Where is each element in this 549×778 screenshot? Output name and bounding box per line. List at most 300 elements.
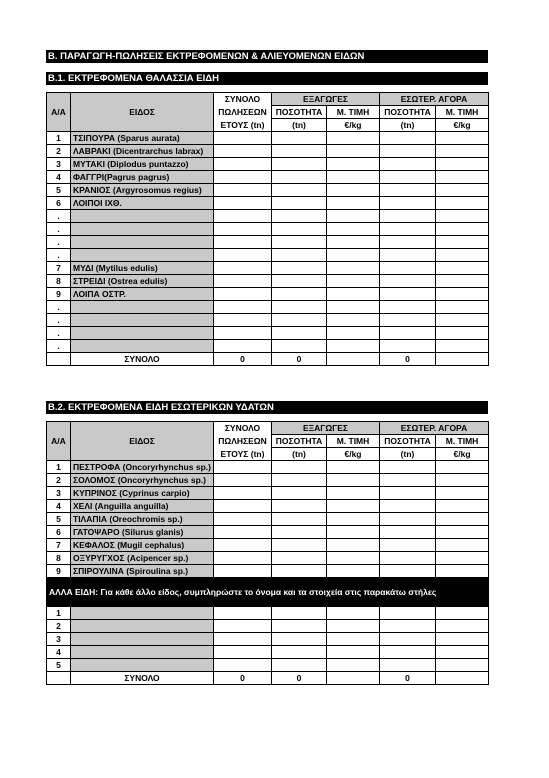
species-name[interactable]: ΚΡΑΝΙΟΣ (Argyrosomus regius) bbox=[71, 184, 214, 197]
input-cell[interactable] bbox=[272, 539, 327, 552]
input-cell[interactable] bbox=[380, 132, 436, 145]
input-cell[interactable] bbox=[436, 633, 489, 646]
input-cell[interactable] bbox=[214, 565, 272, 578]
input-cell[interactable] bbox=[272, 236, 327, 249]
input-cell[interactable] bbox=[327, 223, 380, 236]
row-number: 1 bbox=[47, 132, 71, 145]
input-cell[interactable] bbox=[327, 132, 380, 145]
input-cell[interactable] bbox=[380, 607, 436, 620]
input-cell[interactable] bbox=[214, 288, 272, 301]
input-cell[interactable] bbox=[214, 197, 272, 210]
table-row bbox=[47, 158, 489, 171]
input-cell[interactable] bbox=[436, 646, 489, 659]
species-name[interactable] bbox=[71, 607, 214, 620]
input-cell[interactable] bbox=[214, 461, 272, 474]
row-number: 7 bbox=[47, 262, 71, 275]
input-cell[interactable] bbox=[327, 327, 380, 340]
input-cell[interactable] bbox=[214, 158, 272, 171]
input-cell[interactable] bbox=[380, 288, 436, 301]
input-cell[interactable] bbox=[327, 539, 380, 552]
b2-exagoges-header: ΕΞΑΓΩΓΕΣ bbox=[272, 422, 380, 435]
table-row bbox=[47, 340, 489, 353]
table-row bbox=[47, 210, 489, 223]
input-cell[interactable] bbox=[272, 513, 327, 526]
row-number: 5 bbox=[47, 659, 71, 672]
row-number: 6 bbox=[47, 526, 71, 539]
table-row bbox=[47, 620, 489, 633]
input-cell[interactable] bbox=[380, 487, 436, 500]
total-synolo: 0 bbox=[214, 353, 272, 366]
species-name[interactable]: ΧΕΛΙ (Anguilla anguilla) bbox=[71, 500, 214, 513]
total-esot-qty: 0 bbox=[380, 672, 436, 685]
total-exag-qty: 0 bbox=[272, 353, 327, 366]
input-cell[interactable] bbox=[436, 513, 489, 526]
row-number: 7 bbox=[47, 539, 71, 552]
row-number: . bbox=[47, 249, 71, 262]
input-cell[interactable] bbox=[272, 197, 327, 210]
table-row bbox=[47, 236, 489, 249]
species-name[interactable] bbox=[71, 223, 214, 236]
input-cell[interactable] bbox=[380, 301, 436, 314]
b2-esot-qty-unit: (tn) bbox=[380, 448, 436, 461]
input-cell[interactable] bbox=[214, 275, 272, 288]
total-label: ΣΥΝΟΛΟ bbox=[71, 672, 214, 685]
species-name[interactable] bbox=[71, 327, 214, 340]
input-cell[interactable] bbox=[436, 659, 489, 672]
table-row bbox=[47, 327, 489, 340]
input-cell[interactable] bbox=[272, 474, 327, 487]
row-number: 4 bbox=[47, 171, 71, 184]
b1-title: Β.1. ΕΚΤΡΕΦΟΜΕΝΑ ΘΑΛΑΣΣΙΑ ΕΙΔΗ bbox=[46, 72, 488, 85]
table-row bbox=[47, 474, 489, 487]
table-row bbox=[47, 487, 489, 500]
species-name[interactable]: ΣΤΡΕΙΔΙ (Ostrea edulis) bbox=[71, 275, 214, 288]
input-cell[interactable] bbox=[327, 526, 380, 539]
input-cell[interactable] bbox=[272, 223, 327, 236]
species-name[interactable] bbox=[71, 646, 214, 659]
input-cell[interactable] bbox=[380, 620, 436, 633]
input-cell[interactable] bbox=[380, 236, 436, 249]
row-number: . bbox=[47, 223, 71, 236]
input-cell[interactable] bbox=[327, 158, 380, 171]
species-name[interactable]: ΤΙΛΑΠΙΑ (Oreochromis sp.) bbox=[71, 513, 214, 526]
input-cell[interactable] bbox=[436, 132, 489, 145]
input-cell[interactable] bbox=[327, 340, 380, 353]
input-cell[interactable] bbox=[327, 145, 380, 158]
input-cell[interactable] bbox=[272, 249, 327, 262]
input-cell[interactable] bbox=[214, 552, 272, 565]
input-cell[interactable] bbox=[436, 236, 489, 249]
input-cell[interactable] bbox=[327, 210, 380, 223]
total-spacer bbox=[47, 353, 71, 366]
input-cell[interactable] bbox=[272, 646, 327, 659]
input-cell[interactable] bbox=[214, 301, 272, 314]
row-number: 9 bbox=[47, 288, 71, 301]
input-cell[interactable] bbox=[327, 262, 380, 275]
input-cell[interactable] bbox=[327, 474, 380, 487]
table-row bbox=[47, 552, 489, 565]
input-cell[interactable] bbox=[380, 461, 436, 474]
table-row bbox=[47, 262, 489, 275]
b2-title: Β.2. ΕΚΤΡΕΦΟΜΕΝΑ ΕΙΔΗ ΕΣΩΤΕΡΙΚΩΝ ΥΔΑΤΩΝ bbox=[46, 401, 488, 414]
species-name[interactable]: ΛΟΙΠΟΙ ΙΧΘ. bbox=[71, 197, 214, 210]
table-row bbox=[47, 526, 489, 539]
input-cell[interactable] bbox=[380, 184, 436, 197]
species-name[interactable]: ΚΕΦΑΛΟΣ (Mugil cephalus) bbox=[71, 539, 214, 552]
input-cell[interactable] bbox=[380, 513, 436, 526]
b2-esot-price-header: Μ. ΤΙΜΗ bbox=[436, 435, 489, 448]
row-number: . bbox=[47, 301, 71, 314]
input-cell[interactable] bbox=[436, 275, 489, 288]
b1-esot-qty-header: ΠΟΣΟΤΗΤΑ bbox=[380, 106, 436, 119]
input-cell[interactable] bbox=[327, 249, 380, 262]
input-cell[interactable] bbox=[214, 340, 272, 353]
input-cell[interactable] bbox=[380, 565, 436, 578]
input-cell[interactable] bbox=[380, 223, 436, 236]
input-cell[interactable] bbox=[436, 288, 489, 301]
row-number: 4 bbox=[47, 646, 71, 659]
input-cell[interactable] bbox=[214, 620, 272, 633]
b2-exag-price-header: Μ. ΤΙΜΗ bbox=[327, 435, 380, 448]
input-cell[interactable] bbox=[327, 461, 380, 474]
input-cell[interactable] bbox=[380, 340, 436, 353]
b1-esot-qty-unit: (tn) bbox=[380, 119, 436, 132]
input-cell[interactable] bbox=[380, 539, 436, 552]
input-cell[interactable] bbox=[272, 487, 327, 500]
input-cell[interactable] bbox=[214, 487, 272, 500]
species-name[interactable]: ΜΥΔΙ (Mytilus edulis) bbox=[71, 262, 214, 275]
input-cell[interactable] bbox=[272, 461, 327, 474]
input-cell[interactable] bbox=[327, 565, 380, 578]
row-number: 6 bbox=[47, 197, 71, 210]
input-cell[interactable] bbox=[214, 223, 272, 236]
table-row bbox=[47, 314, 489, 327]
other-species-note: ΑΛΛΑ ΕΙΔΗ: Για κάθε άλλο είδος, συμπληρώστε το όνομα και τα στοιχεία στις παρακάτω στήλες bbox=[47, 578, 489, 607]
table-row bbox=[47, 223, 489, 236]
input-cell[interactable] bbox=[436, 620, 489, 633]
input-cell[interactable] bbox=[272, 210, 327, 223]
row-number: 4 bbox=[47, 500, 71, 513]
species-name[interactable] bbox=[71, 314, 214, 327]
table-row bbox=[47, 132, 489, 145]
species-name[interactable]: ΟΞΥΡΥΓΧΟΣ (Acipencer sp.) bbox=[71, 552, 214, 565]
row-number: 8 bbox=[47, 275, 71, 288]
input-cell[interactable] bbox=[272, 340, 327, 353]
input-cell[interactable] bbox=[272, 288, 327, 301]
table-row bbox=[47, 500, 489, 513]
input-cell[interactable] bbox=[272, 184, 327, 197]
species-name[interactable]: ΚΥΠΡΙΝΟΣ (Cyprinus carpio) bbox=[71, 487, 214, 500]
input-cell[interactable] bbox=[272, 552, 327, 565]
b2-total-row bbox=[47, 672, 489, 685]
input-cell[interactable] bbox=[436, 223, 489, 236]
input-cell[interactable] bbox=[380, 646, 436, 659]
b2-exag-qty-header: ΠΟΣΟΤΗΤΑ bbox=[272, 435, 327, 448]
b2-synolo-header-3: ΕΤΟΥΣ (tn) bbox=[214, 448, 272, 461]
b2-aa-header: Α/Α bbox=[47, 422, 71, 461]
b2-exag-price-unit: €/kg bbox=[327, 448, 380, 461]
input-cell[interactable] bbox=[214, 474, 272, 487]
input-cell[interactable] bbox=[327, 184, 380, 197]
table-row bbox=[47, 184, 489, 197]
input-cell[interactable] bbox=[327, 275, 380, 288]
row-number: 3 bbox=[47, 633, 71, 646]
table-row bbox=[47, 659, 489, 672]
table-row bbox=[47, 607, 489, 620]
row-number: . bbox=[47, 314, 71, 327]
input-cell[interactable] bbox=[436, 539, 489, 552]
input-cell[interactable] bbox=[380, 552, 436, 565]
species-name[interactable]: ΛΑΒΡΑΚΙ (Dicentrarchus labrax) bbox=[71, 145, 214, 158]
row-number: 2 bbox=[47, 474, 71, 487]
input-cell[interactable] bbox=[272, 607, 327, 620]
input-cell[interactable] bbox=[380, 659, 436, 672]
input-cell[interactable] bbox=[272, 301, 327, 314]
input-cell[interactable] bbox=[327, 288, 380, 301]
total-label: ΣΥΝΟΛΟ bbox=[71, 353, 214, 366]
species-name[interactable]: ΜΥΤΑΚΙ (Diplodus puntazzo) bbox=[71, 158, 214, 171]
row-number: 2 bbox=[47, 145, 71, 158]
total-exag-price bbox=[327, 353, 380, 366]
input-cell[interactable] bbox=[327, 301, 380, 314]
input-cell[interactable] bbox=[214, 646, 272, 659]
input-cell[interactable] bbox=[272, 275, 327, 288]
table-row bbox=[47, 565, 489, 578]
input-cell[interactable] bbox=[380, 526, 436, 539]
b1-synolo-header: ΣΥΝΟΛΟ bbox=[214, 93, 272, 106]
input-cell[interactable] bbox=[272, 659, 327, 672]
input-cell[interactable] bbox=[436, 552, 489, 565]
input-cell[interactable] bbox=[436, 314, 489, 327]
input-cell[interactable] bbox=[436, 327, 489, 340]
input-cell[interactable] bbox=[327, 171, 380, 184]
input-cell[interactable] bbox=[380, 474, 436, 487]
row-number: 8 bbox=[47, 552, 71, 565]
table-row bbox=[47, 513, 489, 526]
row-number: 1 bbox=[47, 607, 71, 620]
input-cell[interactable] bbox=[214, 236, 272, 249]
total-spacer bbox=[47, 672, 71, 685]
input-cell[interactable] bbox=[436, 249, 489, 262]
species-name[interactable] bbox=[71, 620, 214, 633]
input-cell[interactable] bbox=[380, 249, 436, 262]
input-cell[interactable] bbox=[272, 327, 327, 340]
species-name[interactable]: ΦΑΓΓΡΙ(Pagrus pagrus) bbox=[71, 171, 214, 184]
input-cell[interactable] bbox=[214, 327, 272, 340]
input-cell[interactable] bbox=[214, 500, 272, 513]
input-cell[interactable] bbox=[436, 210, 489, 223]
input-cell[interactable] bbox=[272, 262, 327, 275]
b2-table bbox=[46, 421, 489, 685]
input-cell[interactable] bbox=[380, 327, 436, 340]
input-cell[interactable] bbox=[327, 314, 380, 327]
input-cell[interactable] bbox=[380, 275, 436, 288]
species-name[interactable] bbox=[71, 340, 214, 353]
b1-table bbox=[46, 92, 489, 366]
total-exag-qty: 0 bbox=[272, 672, 327, 685]
input-cell[interactable] bbox=[214, 659, 272, 672]
b1-exag-price-header: Μ. ΤΙΜΗ bbox=[327, 106, 380, 119]
input-cell[interactable] bbox=[214, 633, 272, 646]
row-number: 3 bbox=[47, 158, 71, 171]
species-name[interactable] bbox=[71, 633, 214, 646]
table-row bbox=[47, 249, 489, 262]
table-row bbox=[47, 461, 489, 474]
b1-synolo-header-2: ΠΩΛΗΣΕΩΝ bbox=[214, 106, 272, 119]
input-cell[interactable] bbox=[380, 210, 436, 223]
species-name[interactable]: ΛΟΙΠΑ ΟΣΤΡ. bbox=[71, 288, 214, 301]
input-cell[interactable] bbox=[436, 171, 489, 184]
species-name[interactable]: ΣΠΙΡΟΥΛΙΝΑ (Spiroulina sp.) bbox=[71, 565, 214, 578]
input-cell[interactable] bbox=[327, 646, 380, 659]
input-cell[interactable] bbox=[327, 620, 380, 633]
species-name[interactable]: ΠΕΣΤΡΟΦΑ (Oncoryrhynchus sp.) bbox=[71, 461, 214, 474]
species-name[interactable] bbox=[71, 210, 214, 223]
input-cell[interactable] bbox=[436, 500, 489, 513]
b2-esot-price-unit: €/kg bbox=[436, 448, 489, 461]
input-cell[interactable] bbox=[214, 184, 272, 197]
species-name[interactable] bbox=[71, 236, 214, 249]
row-number: 3 bbox=[47, 487, 71, 500]
input-cell[interactable] bbox=[327, 236, 380, 249]
input-cell[interactable] bbox=[214, 314, 272, 327]
input-cell[interactable] bbox=[272, 132, 327, 145]
total-esot-price bbox=[436, 353, 489, 366]
input-cell[interactable] bbox=[380, 197, 436, 210]
input-cell[interactable] bbox=[214, 513, 272, 526]
species-name[interactable]: ΣΟΛΟΜΟΣ (Oncoryrhynchus sp.) bbox=[71, 474, 214, 487]
input-cell[interactable] bbox=[327, 607, 380, 620]
input-cell[interactable] bbox=[380, 262, 436, 275]
input-cell[interactable] bbox=[272, 633, 327, 646]
input-cell[interactable] bbox=[436, 526, 489, 539]
input-cell[interactable] bbox=[214, 526, 272, 539]
input-cell[interactable] bbox=[214, 607, 272, 620]
species-name[interactable] bbox=[71, 659, 214, 672]
input-cell[interactable] bbox=[436, 474, 489, 487]
input-cell[interactable] bbox=[214, 262, 272, 275]
input-cell[interactable] bbox=[272, 500, 327, 513]
input-cell[interactable] bbox=[327, 487, 380, 500]
table-row bbox=[47, 275, 489, 288]
b1-aa-header: Α/Α bbox=[47, 93, 71, 132]
b2-eidos-header: ΕΙΔΟΣ bbox=[71, 422, 214, 461]
total-esot-qty: 0 bbox=[380, 353, 436, 366]
table-row bbox=[47, 171, 489, 184]
input-cell[interactable] bbox=[214, 132, 272, 145]
species-name[interactable] bbox=[71, 301, 214, 314]
b1-esoter-header: ΕΣΩΤΕΡ. ΑΓΟΡΑ bbox=[380, 93, 489, 106]
input-cell[interactable] bbox=[327, 513, 380, 526]
row-number: 9 bbox=[47, 565, 71, 578]
b1-esot-price-header: Μ. ΤΙΜΗ bbox=[436, 106, 489, 119]
b2-esoter-header: ΕΣΩΤΕΡ. ΑΓΟΡΑ bbox=[380, 422, 489, 435]
input-cell[interactable] bbox=[436, 565, 489, 578]
input-cell[interactable] bbox=[214, 249, 272, 262]
b2-synolo-header: ΣΥΝΟΛΟ bbox=[214, 422, 272, 435]
species-name[interactable]: ΤΣΙΠΟΥΡΑ (Sparus aurata) bbox=[71, 132, 214, 145]
input-cell[interactable] bbox=[214, 145, 272, 158]
input-cell[interactable] bbox=[214, 539, 272, 552]
row-number: . bbox=[47, 340, 71, 353]
input-cell[interactable] bbox=[327, 633, 380, 646]
table-row bbox=[47, 301, 489, 314]
b1-esot-price-unit: €/kg bbox=[436, 119, 489, 132]
input-cell[interactable] bbox=[380, 158, 436, 171]
table-row bbox=[47, 646, 489, 659]
input-cell[interactable] bbox=[272, 158, 327, 171]
input-cell[interactable] bbox=[272, 145, 327, 158]
input-cell[interactable] bbox=[380, 314, 436, 327]
input-cell[interactable] bbox=[436, 607, 489, 620]
total-esot-price bbox=[436, 672, 489, 685]
input-cell[interactable] bbox=[436, 487, 489, 500]
table-row bbox=[47, 145, 489, 158]
input-cell[interactable] bbox=[380, 500, 436, 513]
input-cell[interactable] bbox=[327, 659, 380, 672]
b1-exag-price-unit: €/kg bbox=[327, 119, 380, 132]
input-cell[interactable] bbox=[214, 210, 272, 223]
input-cell[interactable] bbox=[436, 461, 489, 474]
input-cell[interactable] bbox=[272, 526, 327, 539]
b2-synolo-header-2: ΠΩΛΗΣΕΩΝ bbox=[214, 435, 272, 448]
input-cell[interactable] bbox=[380, 633, 436, 646]
input-cell[interactable] bbox=[327, 197, 380, 210]
other-species-note-row bbox=[47, 578, 489, 607]
b1-synolo-header-3: ΕΤΟΥΣ (tn) bbox=[214, 119, 272, 132]
b1-exagoges-header: ΕΞΑΓΩΓΕΣ bbox=[272, 93, 380, 106]
row-number: 2 bbox=[47, 620, 71, 633]
input-cell[interactable] bbox=[436, 262, 489, 275]
input-cell[interactable] bbox=[436, 197, 489, 210]
input-cell[interactable] bbox=[327, 552, 380, 565]
total-exag-price bbox=[327, 672, 380, 685]
input-cell[interactable] bbox=[436, 301, 489, 314]
input-cell[interactable] bbox=[436, 145, 489, 158]
row-number: . bbox=[47, 327, 71, 340]
b1-total-row bbox=[47, 353, 489, 366]
input-cell[interactable] bbox=[436, 158, 489, 171]
input-cell[interactable] bbox=[272, 314, 327, 327]
b2-exag-qty-unit: (tn) bbox=[272, 448, 327, 461]
input-cell[interactable] bbox=[272, 620, 327, 633]
total-synolo: 0 bbox=[214, 672, 272, 685]
b1-exag-qty-unit: (tn) bbox=[272, 119, 327, 132]
row-number: . bbox=[47, 210, 71, 223]
species-name[interactable]: ΓΑΤΟΨΑΡΟ (Silurus glanis) bbox=[71, 526, 214, 539]
input-cell[interactable] bbox=[436, 184, 489, 197]
input-cell[interactable] bbox=[327, 500, 380, 513]
b1-exag-qty-header: ΠΟΣΟΤΗΤΑ bbox=[272, 106, 327, 119]
input-cell[interactable] bbox=[436, 340, 489, 353]
b2-esot-qty-header: ΠΟΣΟΤΗΤΑ bbox=[380, 435, 436, 448]
input-cell[interactable] bbox=[380, 145, 436, 158]
row-number: 1 bbox=[47, 461, 71, 474]
input-cell[interactable] bbox=[272, 171, 327, 184]
row-number: . bbox=[47, 236, 71, 249]
table-row bbox=[47, 633, 489, 646]
section-title: Β. ΠΑΡΑΓΩΓΗ-ΠΩΛΗΣΕΙΣ ΕΚΤΡΕΦΟΜΕΝΩΝ & ΑΛΙΕΥΟΜΕΝΩΝ ΕΙΔΩΝ bbox=[46, 50, 488, 63]
table-row bbox=[47, 197, 489, 210]
input-cell[interactable] bbox=[380, 171, 436, 184]
row-number: 5 bbox=[47, 513, 71, 526]
input-cell[interactable] bbox=[272, 565, 327, 578]
row-number: 5 bbox=[47, 184, 71, 197]
species-name[interactable] bbox=[71, 249, 214, 262]
input-cell[interactable] bbox=[214, 171, 272, 184]
table-row bbox=[47, 288, 489, 301]
table-row bbox=[47, 539, 489, 552]
